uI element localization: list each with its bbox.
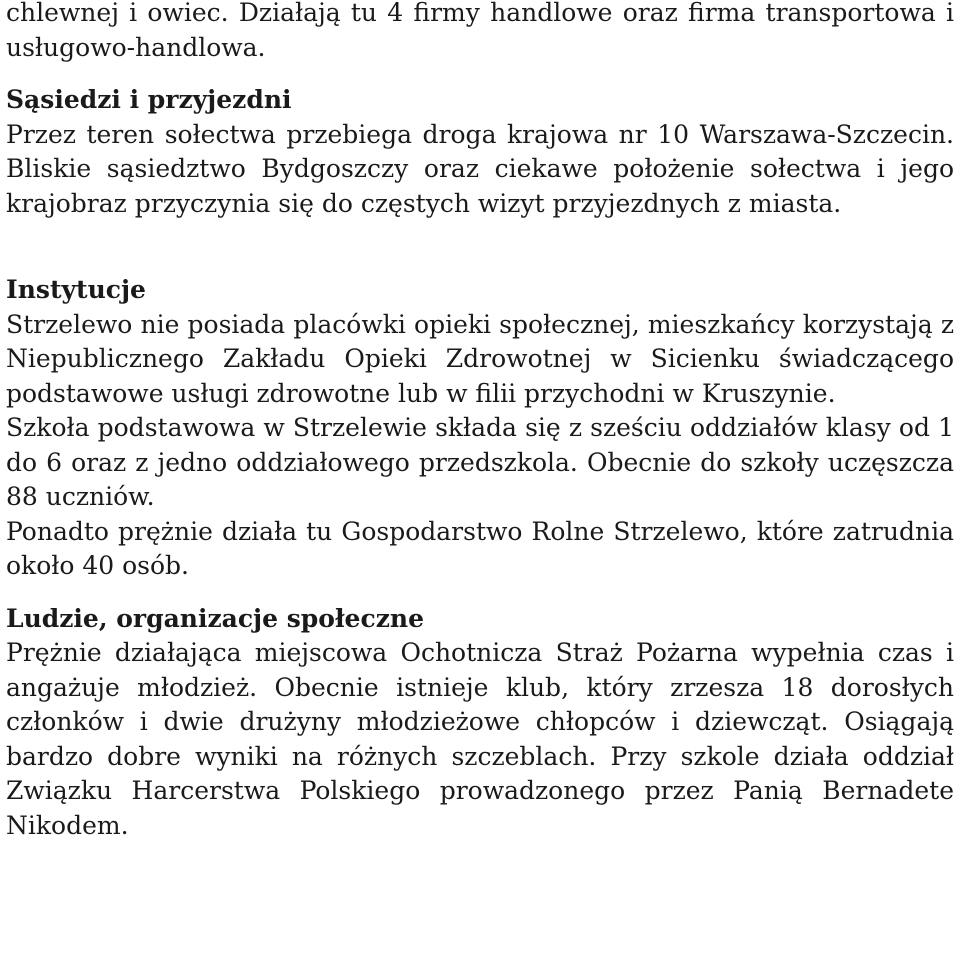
section-heading-people: Ludzie, organizacje społeczne bbox=[6, 603, 424, 633]
people-paragraph: Prężnie działająca miejscowa Ochotnicza Straż Pożarna wypełnia czas i angażuje młodzież. Obecnie istnieje klub, który zrzesza 18 dorosłych członków i dwie drużyny młodzieżowe chłopców i dziewcząt. Osiągają bardzo dobre wyniki na różnych szczeblach. Przy szkole działa oddział Związku Harcerstwa Polskiego prowadzonego przez Panią Bernadete Nikodem. bbox=[6, 638, 954, 840]
spacer bbox=[6, 221, 954, 273]
intro-paragraph: chlewnej i owiec. Działają tu 4 firmy handlowe oraz firma transportowa i usługowo-handlowa. bbox=[6, 0, 954, 62]
spacer bbox=[6, 584, 954, 602]
spacer bbox=[6, 65, 954, 83]
neighbors-paragraph: Przez teren sołectwa przebiega droga krajowa nr 10 Warszawa-Szczecin. Bliskie sąsiedztwo Bydgoszczy oraz ciekawe położenie sołectwa i jego krajobraz przyczynia się do częstych wizyt przyjezdnych z miasta. bbox=[6, 119, 954, 218]
institutions-paragraph-farm: Ponadto prężnie działa tu Gospodarstwo Rolne Strzelewo, które zatrudnia około 40 osób. bbox=[6, 516, 954, 580]
document-page bbox=[6, 0, 954, 843]
institutions-paragraph-health: Strzelewo nie posiada placówki opieki społecznej, mieszkańcy korzystają z Niepublicznego Zakładu Opieki Zdrowotnej w Sicienku świadczącego podstawowe usługi zdrowotne lub w filii przychodni w Kruszynie. bbox=[6, 309, 954, 408]
section-heading-neighbors: Sąsiedzi i przyjezdni bbox=[6, 85, 292, 114]
section-heading-institutions: Instytucje bbox=[6, 275, 146, 304]
institutions-paragraph-school: Szkoła podstawowa w Strzelewie składa się z sześciu oddziałów klasy od 1 do 6 oraz z jedno oddziałowego przedszkola. Obecnie do szkoły uczęszcza 88 uczniów. bbox=[6, 413, 954, 511]
